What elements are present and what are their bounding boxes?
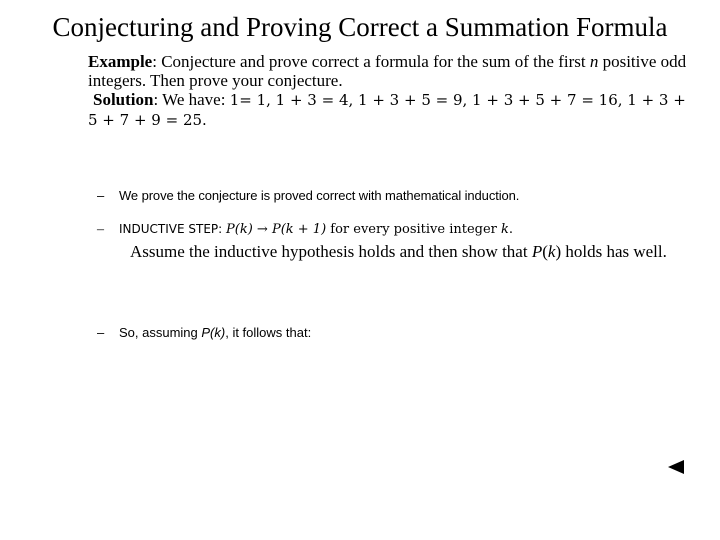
bullet-prove: [97, 188, 519, 203]
left-arrow-icon[interactable]: [668, 460, 684, 474]
inductive-step-tail: for every positive integer: [326, 222, 502, 237]
so-text-a: So, assuming: [119, 325, 202, 340]
example-n: n: [589, 52, 599, 71]
assume-text-b: holds has well.: [561, 242, 667, 261]
example-label: Example: [88, 52, 153, 71]
solution-lead: : We have:: [153, 90, 230, 109]
inductive-step-end: .: [508, 222, 514, 237]
so-text-b: , it follows that:: [225, 325, 312, 340]
bullet-dash: –: [97, 222, 104, 237]
bullet-so-assuming: [97, 325, 311, 340]
inductive-step-label: INDUCTIVE STEP:: [119, 222, 227, 236]
example-text-b: positive odd integers. Then prove your conjecture.: [88, 52, 687, 90]
slide-title: Conjecturing and Proving Correct a Summation Formula: [52, 12, 668, 42]
bullet-inductive-step: [97, 222, 513, 238]
so-pk: P(k): [201, 325, 226, 340]
solution-label: Solution: [93, 90, 154, 109]
solution-sums: 1= 1, 1 + 3 = 4, 1 + 3 + 5 = 9, 1 + 3 + 5 + 7 = 16, 1 + 3 + 5 + 7 + 9 = 25.: [88, 91, 686, 129]
assume-k: k: [547, 242, 556, 261]
bullet-dash: –: [97, 325, 105, 340]
assume-paragraph: Assume the inductive hypothesis holds and then show that P(k) holds has well.: [130, 242, 667, 261]
assume-p: P: [531, 242, 543, 261]
bullet-prove-text: We prove the conjecture is proved correct with mathematical induction.: [119, 188, 520, 203]
solution-paragraph: [88, 90, 688, 130]
inductive-step-k: k: [501, 222, 509, 237]
example-paragraph: [88, 52, 688, 90]
example-text-a: Conjecture and prove correct a formula for the sum of the first: [156, 52, 590, 71]
example-colon: :: [152, 52, 157, 71]
assume-text-a: Assume the inductive hypothesis holds and then show that: [130, 242, 532, 261]
bullet-dash: –: [97, 188, 105, 203]
inductive-step-formula: P(k) → P(k + 1): [226, 222, 327, 237]
